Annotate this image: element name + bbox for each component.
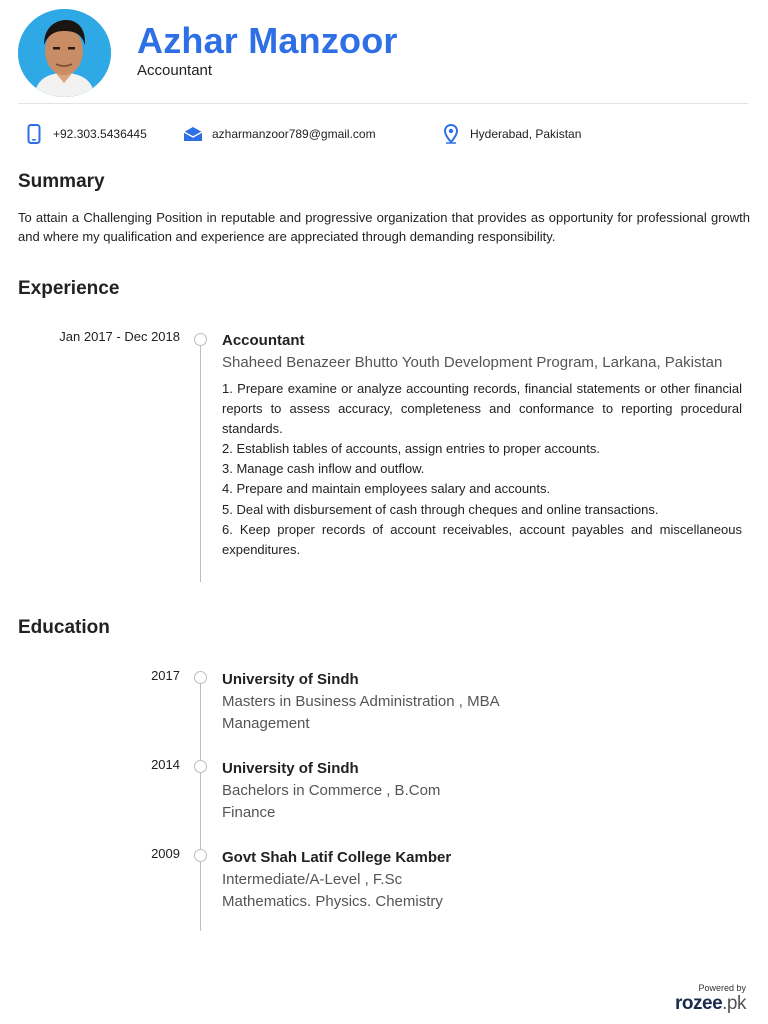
brand-logo bbox=[675, 994, 746, 1014]
experience-dates: Jan 2017 - Dec 2018 bbox=[59, 329, 180, 344]
experience-duties bbox=[222, 379, 742, 560]
education-year: 2017 bbox=[151, 668, 180, 683]
powered-by-logo[interactable] bbox=[675, 983, 746, 1014]
education-dot bbox=[194, 671, 207, 684]
education-entry bbox=[222, 669, 742, 735]
experience-heading: Experience bbox=[18, 278, 120, 299]
education-dot bbox=[194, 849, 207, 862]
experience-entry bbox=[222, 330, 742, 560]
education-field: Finance bbox=[222, 804, 276, 821]
envelope-icon bbox=[183, 124, 203, 144]
candidate-title: Accountant bbox=[137, 62, 213, 79]
contact-phone[interactable] bbox=[24, 122, 147, 146]
education-entry bbox=[222, 847, 742, 913]
brand-suffix: .pk bbox=[722, 993, 746, 1014]
candidate-name: Azhar Manzoor bbox=[137, 20, 398, 61]
phone-text: +92.303.5436445 bbox=[53, 127, 147, 141]
experience-timeline bbox=[200, 336, 201, 582]
summary-text: To attain a Challenging Position in reputable and progressive organization that provides as opportunity for professional growth and where my qualification and experience are appreciated through demanding responsibility. bbox=[18, 210, 750, 244]
education-heading: Education bbox=[18, 617, 110, 638]
education-timeline bbox=[200, 676, 201, 931]
header-divider bbox=[18, 103, 748, 104]
duty-item: 2. Establish tables of accounts, assign entries to proper accounts. bbox=[222, 441, 600, 457]
location-text: Hyderabad, Pakistan bbox=[470, 127, 582, 141]
duty-item: 3. Manage cash inflow and outflow. bbox=[222, 461, 425, 477]
experience-organization: Shaheed Benazeer Bhutto Youth Development Program, Larkana, Pakistan bbox=[222, 354, 723, 371]
email-text: azharmanzoor789@gmail.com bbox=[212, 127, 376, 141]
education-institution: University of Sindh bbox=[222, 760, 359, 777]
powered-by-text: Powered by bbox=[698, 983, 746, 993]
education-degree: Intermediate/A-Level , F.Sc bbox=[222, 871, 403, 888]
profile-photo bbox=[18, 9, 111, 97]
phone-icon bbox=[24, 124, 44, 144]
contact-row bbox=[18, 122, 748, 146]
education-institution: University of Sindh bbox=[222, 671, 359, 688]
education-field: Mathematics. Physics. Chemistry bbox=[222, 893, 443, 910]
duty-item: 1. Prepare examine or analyze accounting records, financial statements or other financial reports to assess accuracy, completeness and conformance to reporting procedural standards. bbox=[222, 381, 742, 437]
education-year: 2009 bbox=[151, 846, 180, 861]
experience-dot bbox=[194, 333, 207, 346]
contact-email[interactable] bbox=[183, 122, 376, 146]
experience-role: Accountant bbox=[222, 332, 305, 349]
education-institution: Govt Shah Latif College Kamber bbox=[222, 849, 452, 866]
duty-item: 4. Prepare and maintain employees salary and accounts. bbox=[222, 481, 551, 497]
education-entry bbox=[222, 758, 742, 824]
education-year: 2014 bbox=[151, 757, 180, 772]
education-dot bbox=[194, 760, 207, 773]
brand-name: rozee bbox=[675, 993, 723, 1014]
duty-item: 6. Keep proper records of account receivables, account payables and miscellaneous expenditures. bbox=[222, 521, 742, 557]
education-field: Management bbox=[222, 715, 310, 732]
duty-item: 5. Deal with disbursement of cash through cheques and online transactions. bbox=[222, 501, 659, 517]
education-degree: Bachelors in Commerce , B.Com bbox=[222, 782, 441, 799]
summary-heading: Summary bbox=[18, 171, 105, 192]
contact-location bbox=[441, 122, 581, 146]
resume-header bbox=[18, 9, 748, 99]
map-pin-icon bbox=[441, 124, 461, 144]
education-degree: Masters in Business Administration , MBA bbox=[222, 693, 500, 710]
